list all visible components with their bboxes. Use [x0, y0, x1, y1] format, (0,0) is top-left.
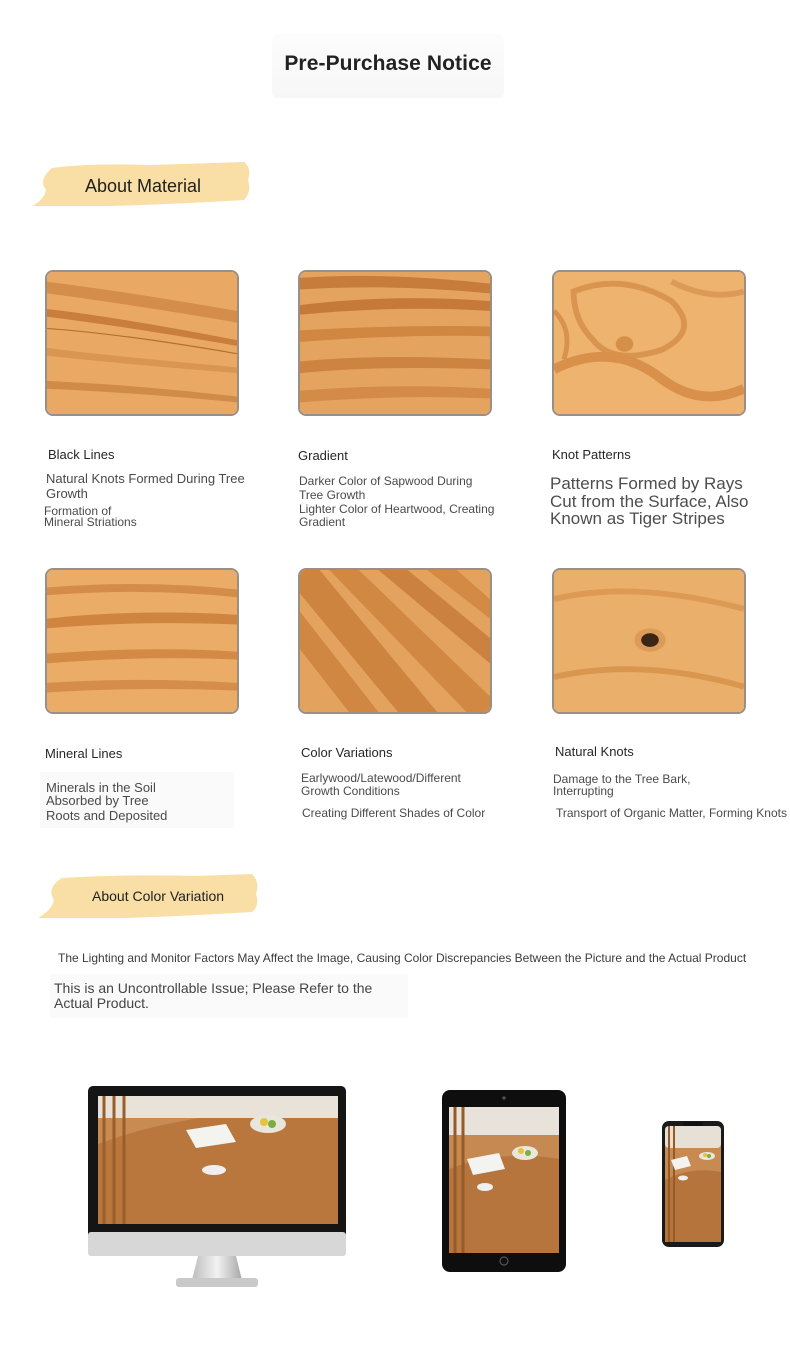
material-label-natural-knots: Natural Knots [555, 744, 634, 759]
material-desc-black-lines-4: Mineral Striations [44, 515, 137, 529]
material-label-black-lines: Black Lines [48, 447, 115, 462]
color-variation-note2-line1: This is an Uncontrollable Issue; Please Refer to the [54, 980, 373, 996]
monitor-illustration [86, 1084, 348, 1292]
wood-swatch-natural-knots [552, 568, 746, 714]
material-desc-knot-patterns-3: Known as Tiger Stripes [550, 509, 725, 528]
section-heading-color: About Color Variation [92, 888, 225, 904]
material-label-knot-patterns: Knot Patterns [552, 447, 631, 462]
material-desc-black-lines-2: Growth [46, 486, 88, 501]
material-desc-natural-knots-2: Interrupting [553, 784, 614, 798]
material-desc-gradient-3: Lighter Color of Heartwood, Creating [299, 502, 495, 516]
wood-swatch-black-lines [45, 270, 239, 416]
wood-swatch-mineral-lines [45, 568, 239, 714]
material-label-gradient: Gradient [298, 448, 348, 463]
material-desc-mineral-lines-1: Minerals in the Soil [46, 780, 156, 795]
material-desc-mineral-lines-2: Absorbed by Tree [46, 793, 149, 808]
material-desc-black-lines-1: Natural Knots Formed During Tree [46, 471, 245, 486]
wood-swatch-gradient [298, 270, 492, 416]
material-desc-mineral-lines-3: Roots and Deposited [46, 808, 168, 823]
tablet-illustration [441, 1089, 567, 1273]
color-variation-note2-line2: Actual Product. [54, 995, 149, 1011]
material-desc-natural-knots-1: Damage to the Tree Bark, [553, 772, 691, 786]
material-label-color-variations: Color Variations [301, 745, 393, 760]
material-desc-knot-patterns-2: Cut from the Surface, Also [550, 492, 749, 511]
material-desc-color-variations-3: Creating Different Shades of Color [302, 806, 486, 820]
page-title: Pre-Purchase Notice [284, 52, 492, 75]
material-desc-gradient-1: Darker Color of Sapwood During [299, 474, 473, 488]
material-desc-color-variations-1: Earlywood/Latewood/Different [301, 771, 461, 785]
section-heading-material: About Material [85, 176, 202, 196]
material-label-mineral-lines: Mineral Lines [45, 746, 123, 761]
material-desc-gradient-2: Tree Growth [299, 488, 366, 502]
material-desc-gradient-4: Gradient [299, 515, 346, 529]
material-desc-knot-patterns-1: Patterns Formed by Rays [550, 474, 743, 493]
wood-swatch-color-variations [298, 568, 492, 714]
material-desc-color-variations-2: Growth Conditions [301, 784, 400, 798]
phone-illustration [661, 1120, 725, 1248]
wood-swatch-knot-patterns [552, 270, 746, 416]
material-desc-black-lines-3: Formation of [44, 504, 112, 518]
material-desc-natural-knots-3: Transport of Organic Matter, Forming Knots [556, 806, 787, 820]
color-variation-note: The Lighting and Monitor Factors May Affect the Image, Causing Color Discrepancies Between the Picture and the Actual Product [58, 951, 747, 965]
